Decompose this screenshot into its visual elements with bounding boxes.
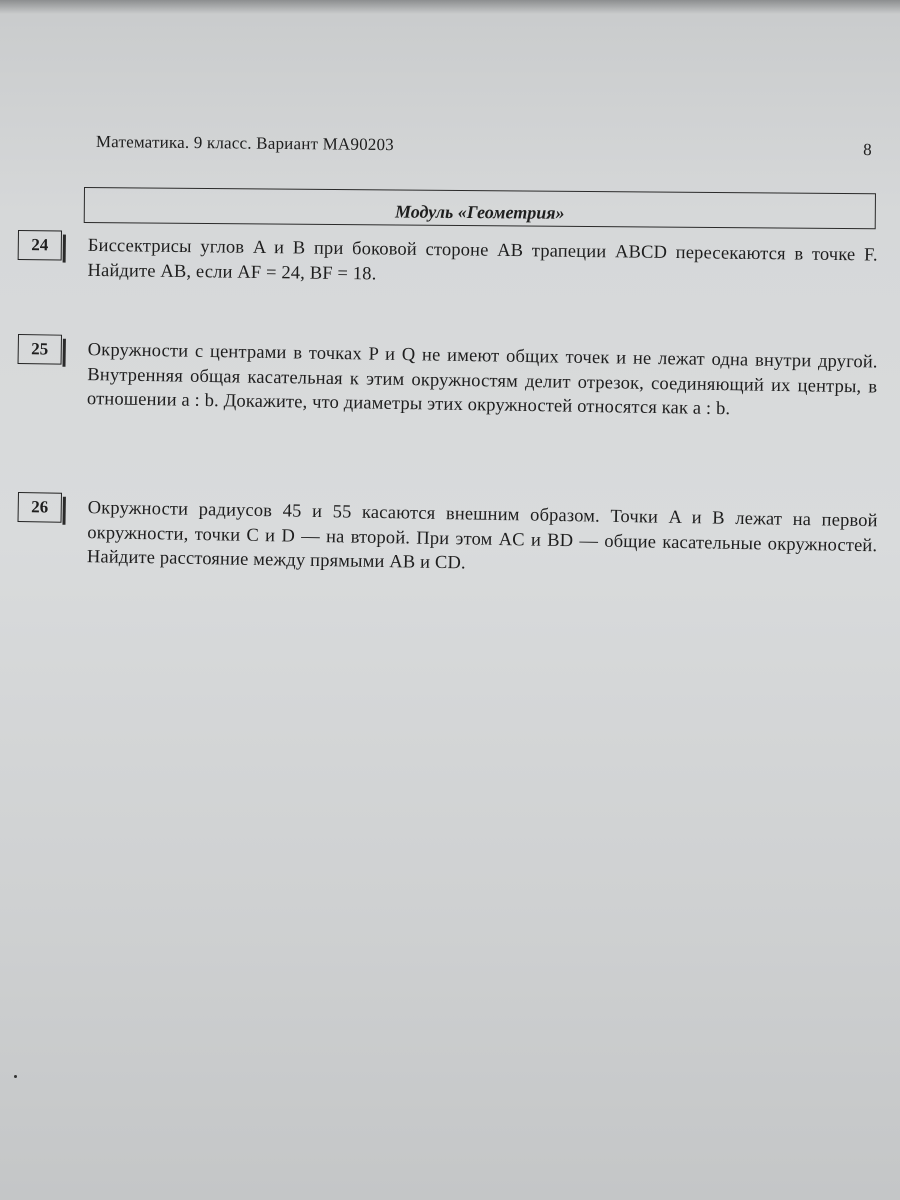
page-number: 8	[863, 140, 872, 160]
header-title: Математика. 9 класс. Вариант МА90203	[95, 132, 395, 155]
task-25	[18, 334, 880, 420]
task-text: Окружности радиусов 45 и 55 касаются внешним образом. Точки A и B лежат на первой окружности, точки C и D — на второй. При этом AC и BD — общие касательные окружностей. Найдите расстояние между прямыми AB и CD.	[86, 498, 878, 574]
task-24	[18, 230, 880, 284]
task-text: Окружности с центрами в точках P и Q не имеют общих точек и не лежат одна внутри другой. Внутренняя общая касательная к этим окружностям делит отрезок, соединяющий их центры, в отношении a : b. Докажите, что диаметры этих окружностей относятся как a : b.	[86, 340, 878, 420]
module-title: Модуль «Геометрия»	[395, 201, 565, 223]
task-text: Биссектрисы углов A и B при боковой стороне AB трапеции ABCD пересекаются в точке F. Найдите AB, если AF = 24, BF = 18.	[87, 235, 878, 284]
paper-speck	[14, 1075, 17, 1078]
module-heading-box	[84, 187, 876, 229]
task-number-box: 26	[18, 492, 62, 523]
page-header	[95, 132, 872, 160]
task-number-box: 25	[18, 334, 62, 365]
task-number-box: 24	[18, 230, 62, 261]
task-26	[18, 492, 880, 574]
